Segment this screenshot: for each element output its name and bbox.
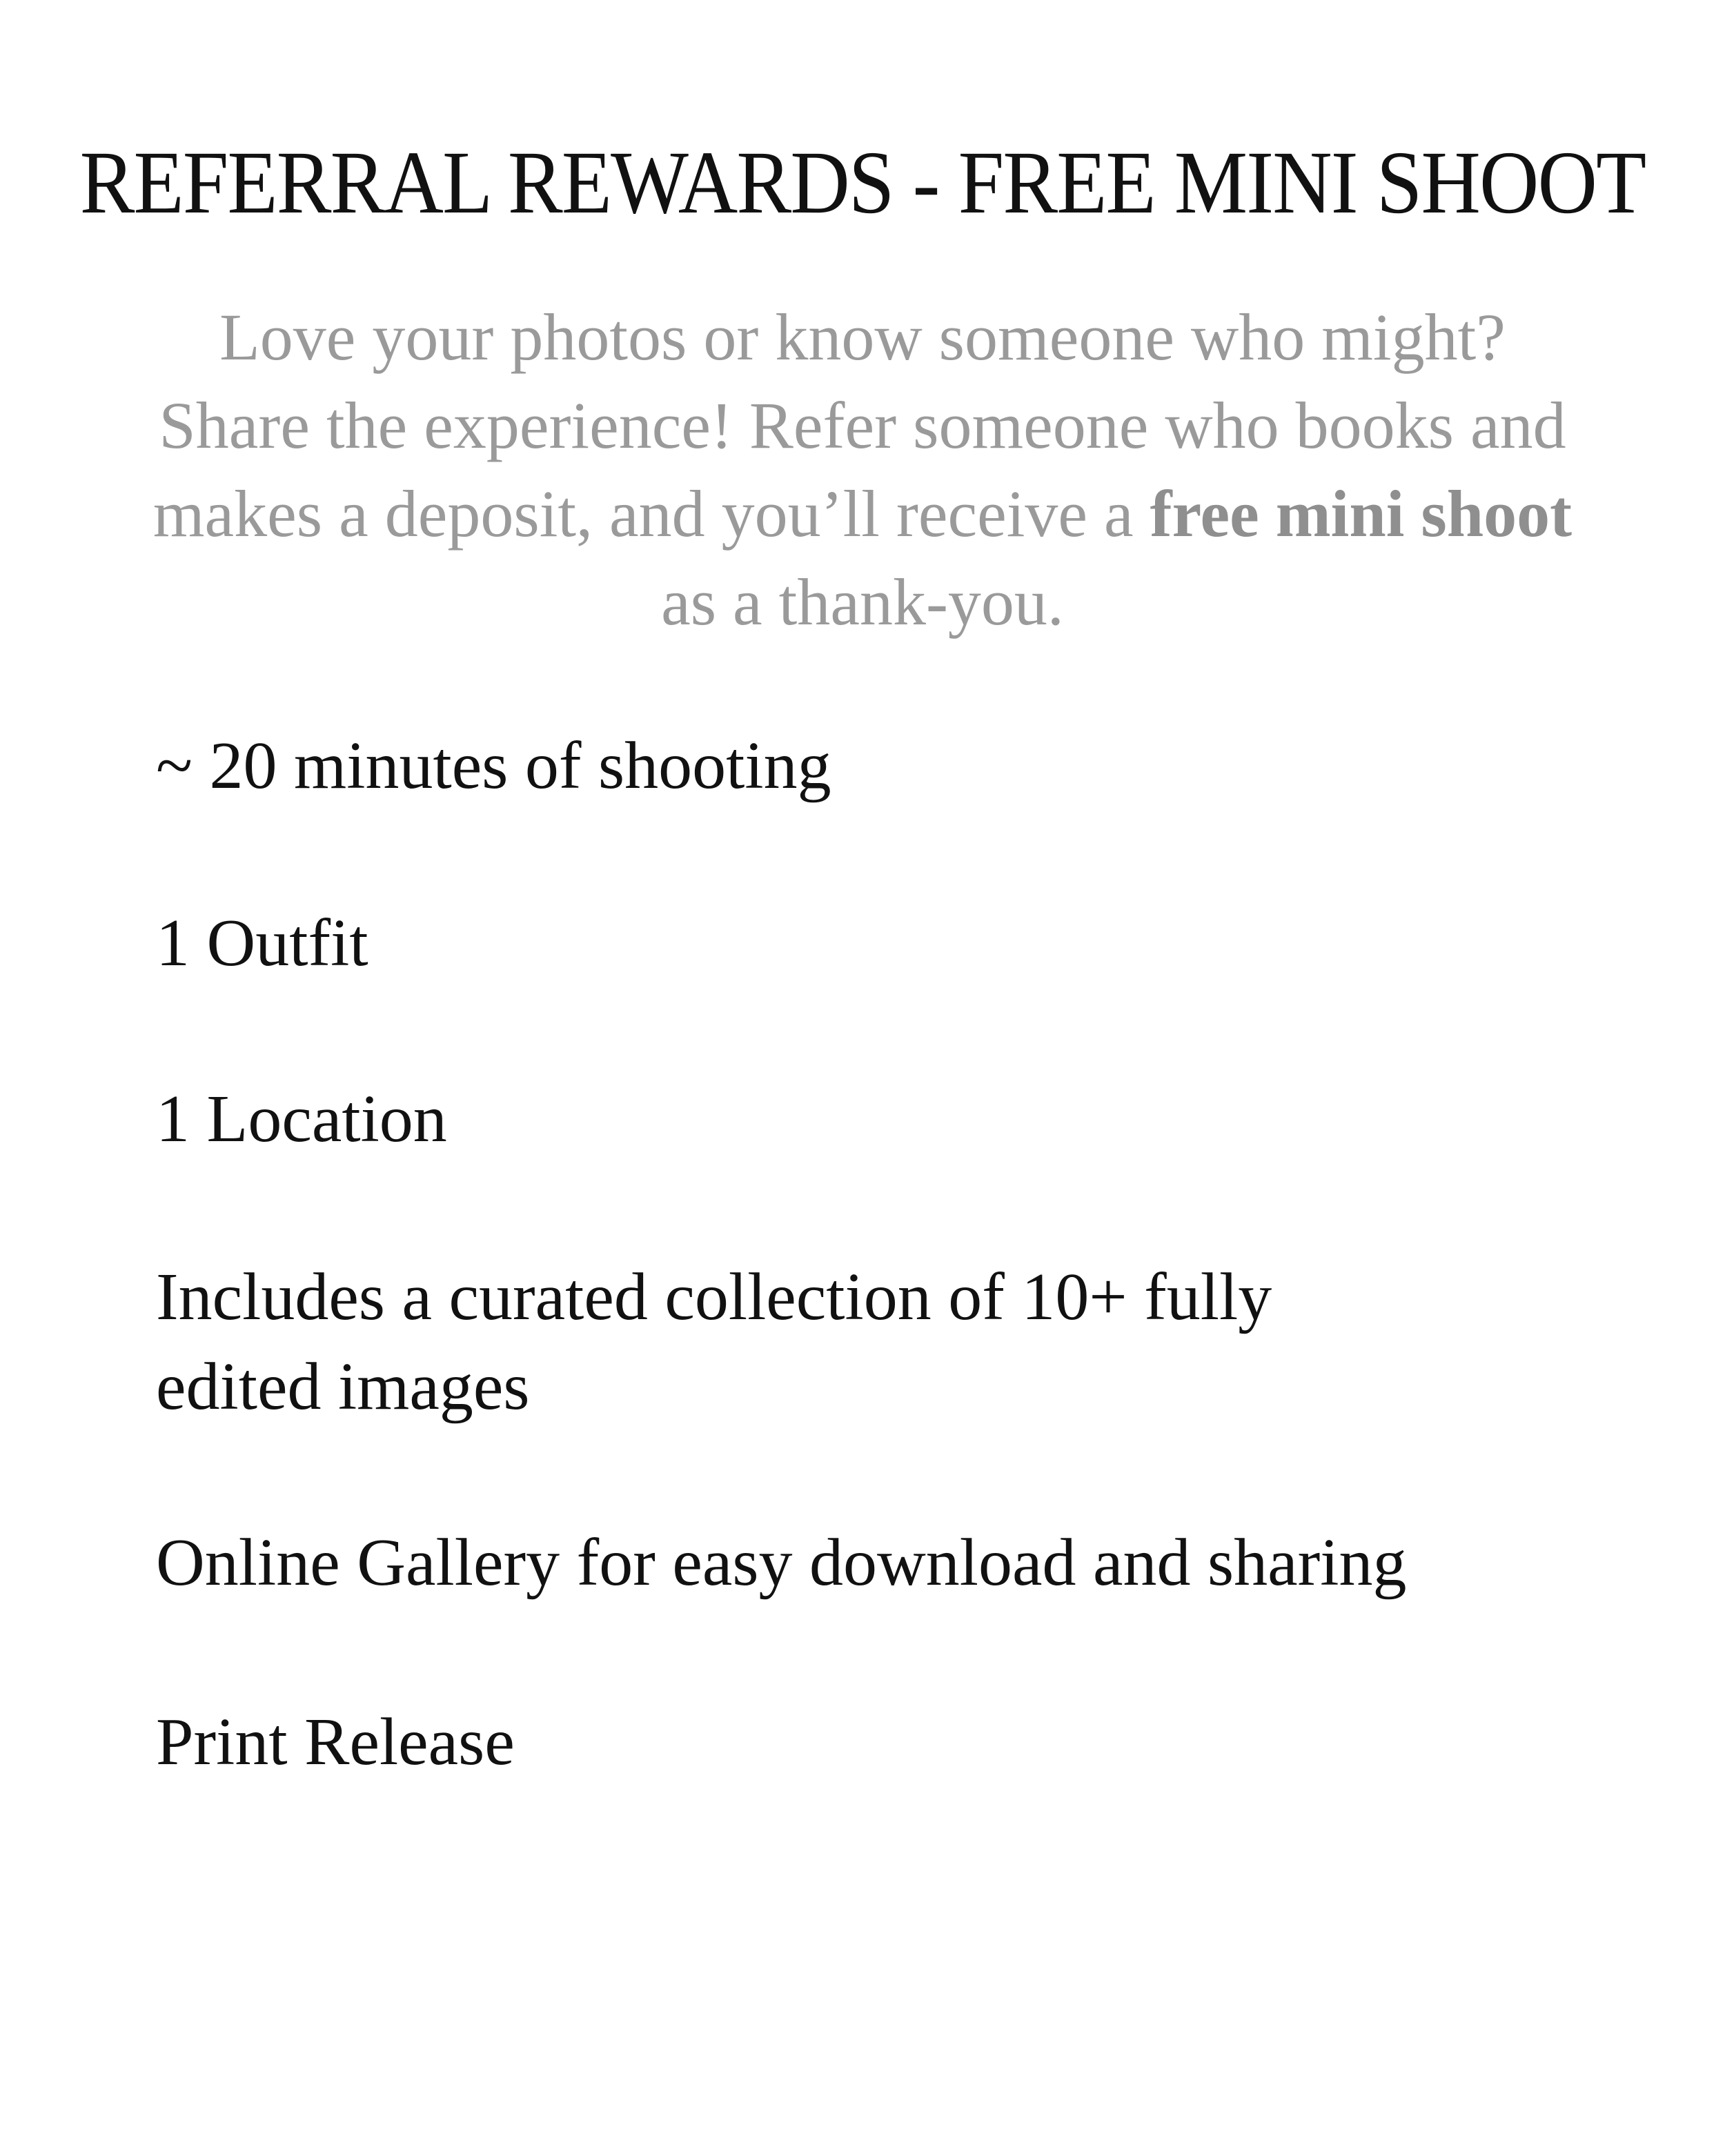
feature-shooting-time: ~ 20 minutes of shooting (156, 729, 831, 803)
feature-print-release: Print Release (156, 1705, 515, 1779)
intro-text-start: Love your photos or know someone who might? Share the experience! Refer someone who books and makes a deposit, and you’ll receive a (152, 300, 1566, 551)
page-title: REFERRAL REWARDS - FREE MINI SHOOT (79, 133, 1646, 233)
feature-outfit: 1 Outfit (156, 906, 368, 980)
intro-paragraph (138, 293, 1587, 646)
feature-online-gallery: Online Gallery for easy download and sharing (156, 1525, 1407, 1600)
feature-edited-images: Includes a curated collection of 10+ fully edited images (156, 1260, 1272, 1424)
intro-text-end: as a thank-you. (661, 565, 1064, 639)
intro-highlight: free mini shoot (1150, 477, 1573, 551)
feature-location: 1 Location (156, 1082, 447, 1156)
